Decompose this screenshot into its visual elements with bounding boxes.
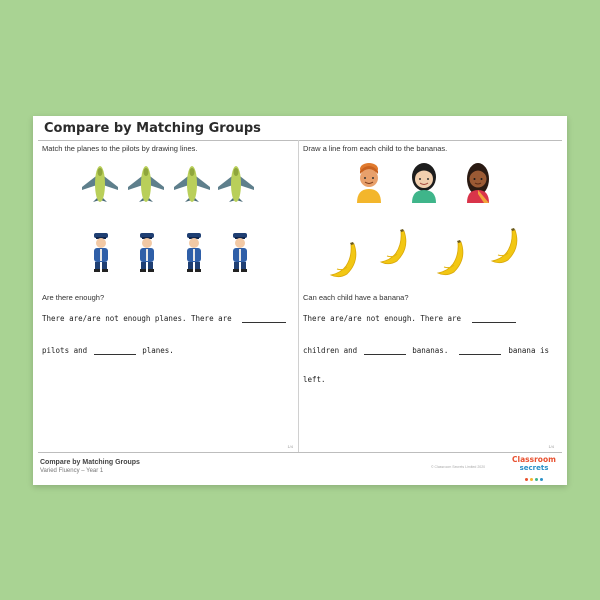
answer-blank[interactable]	[364, 346, 406, 355]
girl-icon	[464, 161, 492, 203]
answer-blank[interactable]	[94, 346, 136, 355]
planes-sentence-2-text-b: planes.	[142, 346, 174, 355]
pilot-icon	[91, 229, 111, 273]
footer-divider	[38, 452, 562, 453]
plane-icon	[126, 163, 166, 205]
footer-title: Compare by Matching Groups	[40, 459, 140, 466]
bananas-sentence-1-text: There are/are not enough. There are	[303, 314, 462, 323]
logo-line-2: secrets	[519, 464, 549, 472]
bananas-sentence-2-text-a: children and	[303, 346, 358, 355]
worksheet	[33, 116, 567, 485]
pilot-icon	[184, 229, 204, 273]
planes-question: Are there enough?	[42, 293, 105, 302]
bananas-sentence-2-text-b: bananas.	[412, 346, 449, 355]
left-panel	[38, 141, 297, 452]
banana-icon	[327, 241, 363, 281]
banana-icon	[377, 228, 413, 268]
answer-blank[interactable]	[459, 346, 501, 355]
worksheet-title: Compare by Matching Groups	[44, 121, 261, 136]
copyright-notice: © Classroom Secrets Limited 2020	[431, 465, 486, 469]
girl-icon	[410, 161, 438, 203]
planes-sentence-2-text-a: pilots and	[42, 346, 88, 355]
planes-sentence-1	[42, 314, 286, 323]
pilot-icon	[137, 229, 157, 273]
footer-subtitle: Varied Fluency – Year 1	[40, 468, 104, 474]
answer-blank[interactable]	[472, 314, 516, 323]
right-panel	[299, 141, 558, 452]
banana-icon	[488, 227, 524, 267]
classroom-secrets-logo	[507, 456, 561, 476]
pilot-icon	[230, 229, 250, 273]
planes-instruction: Match the planes to the pilots by drawing lines.	[42, 144, 198, 153]
logo-line-1: Classroom	[512, 455, 556, 464]
banana-icon	[434, 239, 470, 279]
page-number: 1/4	[287, 444, 293, 449]
bananas-sentence-3: left.	[303, 375, 326, 384]
logo-dots	[507, 472, 561, 476]
bananas-question: Can each child have a banana?	[303, 293, 409, 302]
plane-icon	[216, 163, 256, 205]
plane-icon	[172, 163, 212, 205]
bananas-instruction: Draw a line from each child to the bananas.	[303, 144, 448, 153]
bananas-sentence-2	[303, 346, 549, 355]
bananas-sentence-1	[303, 314, 516, 323]
planes-sentence-1-text: There are/are not enough planes. There are	[42, 314, 232, 323]
page-number: 1/4	[548, 444, 554, 449]
answer-blank[interactable]	[242, 314, 286, 323]
boy-icon	[355, 161, 383, 203]
planes-sentence-2	[42, 346, 174, 355]
plane-icon	[80, 163, 120, 205]
bananas-sentence-2-text-c: banana is	[508, 346, 550, 355]
